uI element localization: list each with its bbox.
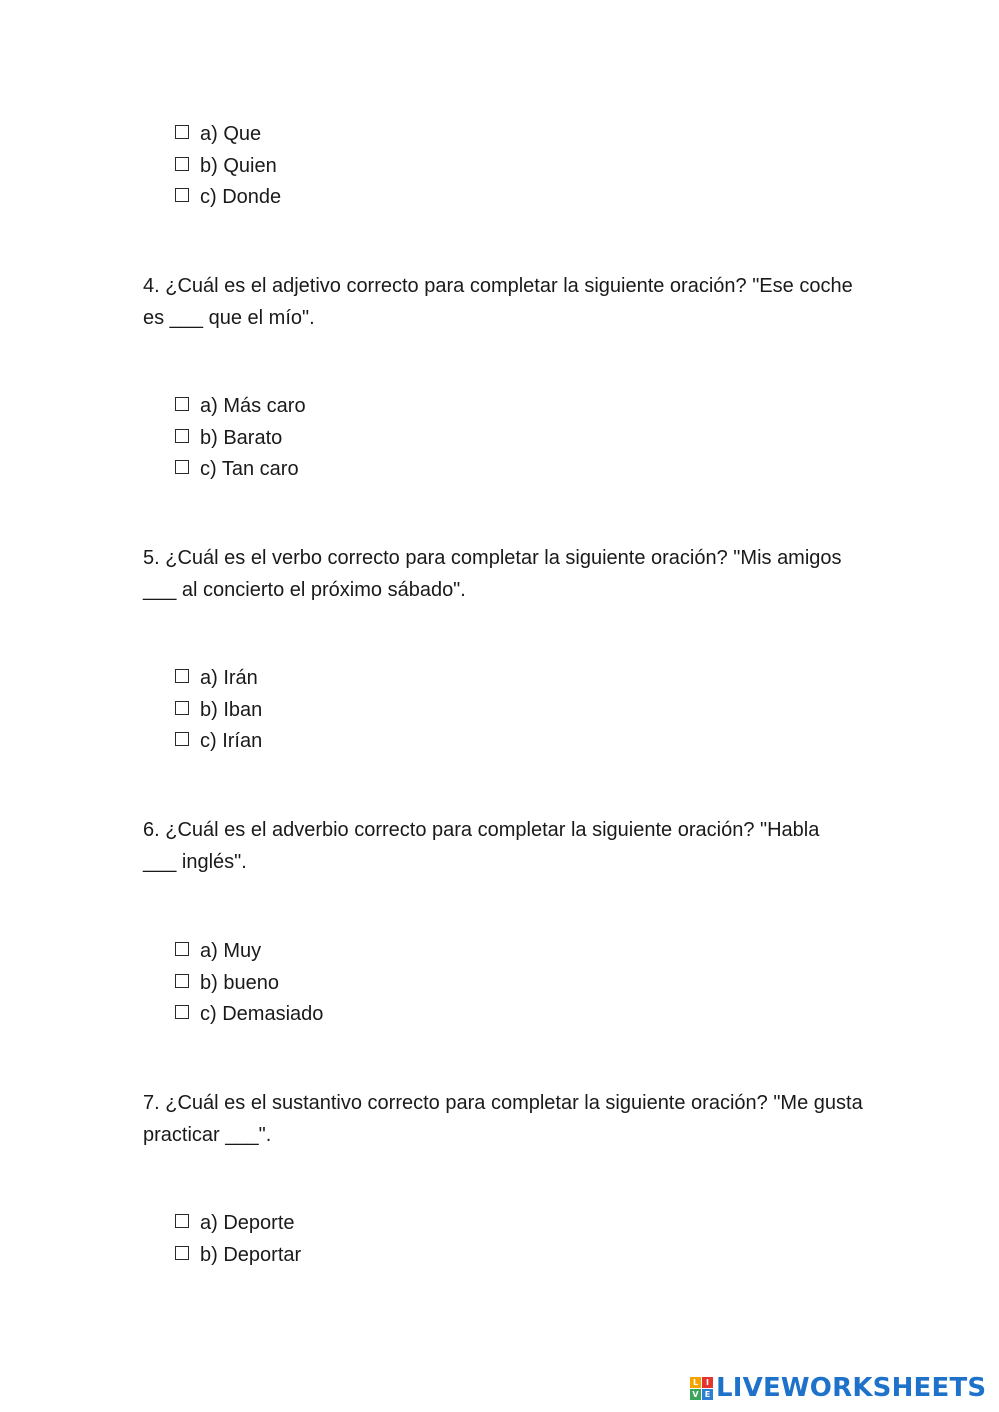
logo-text: LIVEWORKSHEETS [716,1373,987,1403]
q5-option-b[interactable] [175,694,262,726]
checkbox-icon[interactable] [175,157,189,171]
option-label: a) Más caro [200,394,306,417]
q5-options [175,662,262,757]
logo-mark-letter: E [702,1389,713,1400]
q3-options [175,118,281,213]
q6-option-b[interactable] [175,967,323,999]
checkbox-icon[interactable] [175,974,189,988]
option-label: a) Muy [200,939,262,962]
option-label: b) Quien [200,154,277,177]
option-label: a) Deporte [200,1211,295,1234]
option-label: b) bueno [200,971,279,994]
q6-options [175,935,323,1030]
checkbox-icon[interactable] [175,188,189,202]
q7-option-b[interactable] [175,1239,301,1271]
q6-option-a[interactable] [175,935,323,967]
q4-text: 4. ¿Cuál es el adjetivo correcto para completar la siguiente oración? "Ese coche es ___ que el mío". [143,275,853,329]
option-label: c) Donde [200,186,282,209]
checkbox-icon[interactable] [175,1214,189,1228]
checkbox-icon[interactable] [175,460,189,474]
checkbox-icon[interactable] [175,125,189,139]
logo-mark-letter: L [690,1377,701,1388]
option-label: c) Tan caro [200,458,299,481]
q7-option-a[interactable] [175,1207,301,1239]
checkbox-icon[interactable] [175,429,189,443]
q5-text: 5. ¿Cuál es el verbo correcto para completar la siguiente oración? "Mis amigos ___ al concierto el próximo sábado". [143,547,842,601]
option-label: b) Iban [200,698,263,721]
q7-text: 7. ¿Cuál es el sustantivo correcto para completar la siguiente oración? "Me gusta practicar ___". [143,1092,863,1146]
checkbox-icon[interactable] [175,942,189,956]
q5-option-c[interactable] [175,725,262,757]
logo-mark-letter: I [702,1377,713,1388]
logo-mark-letter: V [690,1389,701,1400]
q6-text: 6. ¿Cuál es el adverbio correcto para completar la siguiente oración? "Habla ___ inglés". [143,819,820,873]
q7-options [175,1207,301,1270]
option-label: a) Que [200,122,262,145]
q3-option-c[interactable] [175,181,281,213]
q3-option-a[interactable] [175,118,281,150]
option-label: b) Deportar [200,1243,302,1266]
checkbox-icon[interactable] [175,1005,189,1019]
option-label: c) Demasiado [200,1003,324,1026]
q3-option-b[interactable] [175,150,281,182]
q4-options [175,390,306,485]
q4-option-a[interactable] [175,390,306,422]
checkbox-icon[interactable] [175,669,189,683]
q5-option-a[interactable] [175,662,262,694]
q6-option-c[interactable] [175,998,323,1030]
logo-mark-icon [690,1377,713,1400]
checkbox-icon[interactable] [175,1246,189,1260]
option-label: c) Irían [200,730,263,753]
checkbox-icon[interactable] [175,397,189,411]
q4-option-c[interactable] [175,453,306,485]
q4-option-b[interactable] [175,422,306,454]
option-label: b) Barato [200,426,283,449]
option-label: a) Irán [200,666,258,689]
liveworksheets-logo [690,1371,986,1405]
checkbox-icon[interactable] [175,701,189,715]
checkbox-icon[interactable] [175,732,189,746]
